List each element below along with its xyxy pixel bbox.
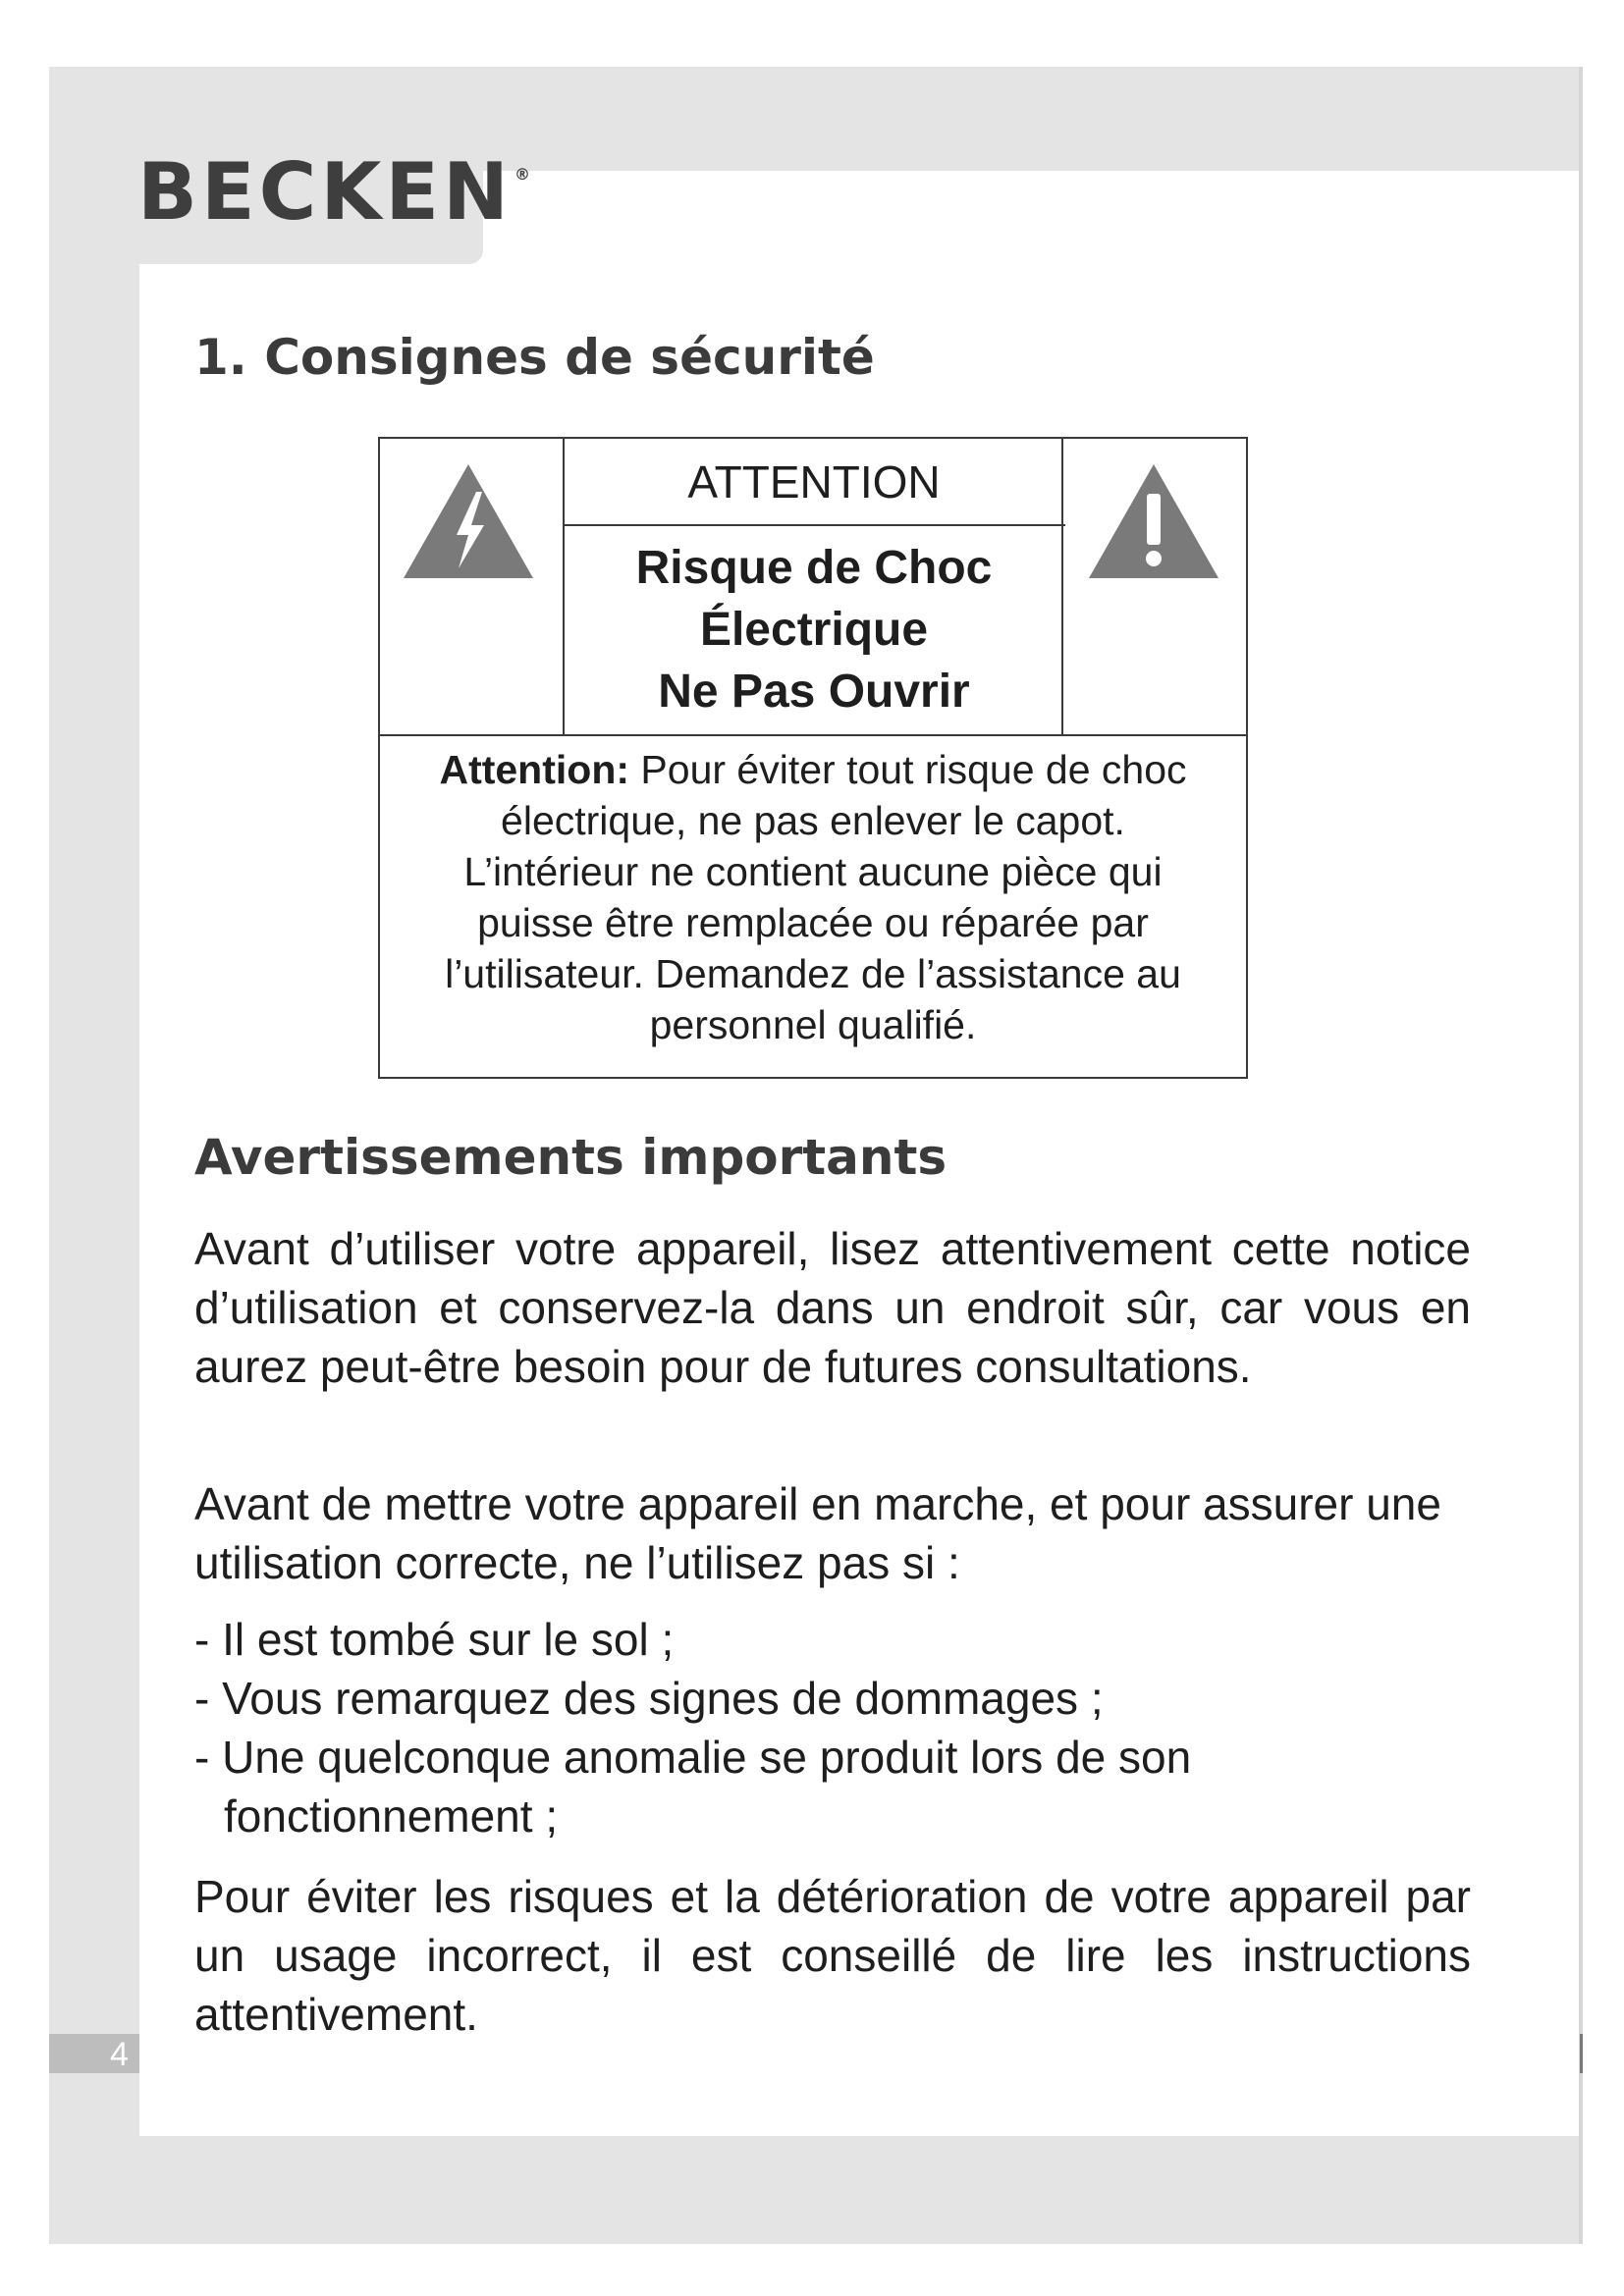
page-number: 4 [110,2036,129,2073]
brand-logo-text: BECKEN [137,146,513,238]
warning-note-label: Attention: [439,747,630,792]
registered-mark: ® [514,165,534,184]
exclamation-warning-icon [1085,458,1222,584]
warning-label-box [378,437,1248,1079]
page-edge-mark [1580,2034,1583,2073]
warning-note-text: Pour éviter tout risque de choc électrique, ne pas enlever le capot. L’intérieur ne contient aucune pièce qui puisse être remplacée ou réparée par l’utilisateur. Demandez de l’assistance au personnel qualifié. [445,747,1187,1047]
closing-paragraph: Pour éviter les risques et la détérioration de votre appareil par un usage incorrect, il est conseillé de lire les instructions attentivement. [194,1871,1471,2040]
warning-risk-text [563,524,1065,736]
page-frame-left [49,67,139,2244]
risk-line: Risque de Choc [635,541,993,594]
warning-note [380,734,1246,1077]
list-item: - Une quelconque anomalie se produit lors de son fonctionnement ; [194,1732,1192,1842]
risk-line: Ne Pas Ouvrir [658,665,970,718]
section-title: 1. Consignes de sécurité [194,329,875,386]
warning-header: ATTENTION [563,439,1065,526]
risk-line: Électrique [699,603,929,656]
list-item: - Il est tombé sur le sol ; [194,1614,675,1665]
lightning-warning-icon [400,458,537,584]
warning-icon-cell-left [380,439,565,736]
paragraph: Avant de mettre votre appareil en marche, et pour assurer une utilisation correcte, ne l’utilisez pas si : [194,1478,1441,1588]
list-item: - Vous remarquez des signes de dommages ; [194,1673,1104,1724]
brand-logo [137,146,534,238]
condition-list [194,1610,1471,1845]
subheading: Avertissements importants [194,1129,947,1186]
paragraph: Avant d’utiliser votre appareil, lisez attentivement cette notice d’utilisation et conservez-la dans un endroit sûr, car vous en aurez peut-être besoin pour de futures consultations. [194,1223,1471,1392]
page-frame-bottom [49,2136,1581,2244]
warning-icon-cell-right [1061,439,1246,736]
page-frame-right-edge [1579,67,1583,2244]
